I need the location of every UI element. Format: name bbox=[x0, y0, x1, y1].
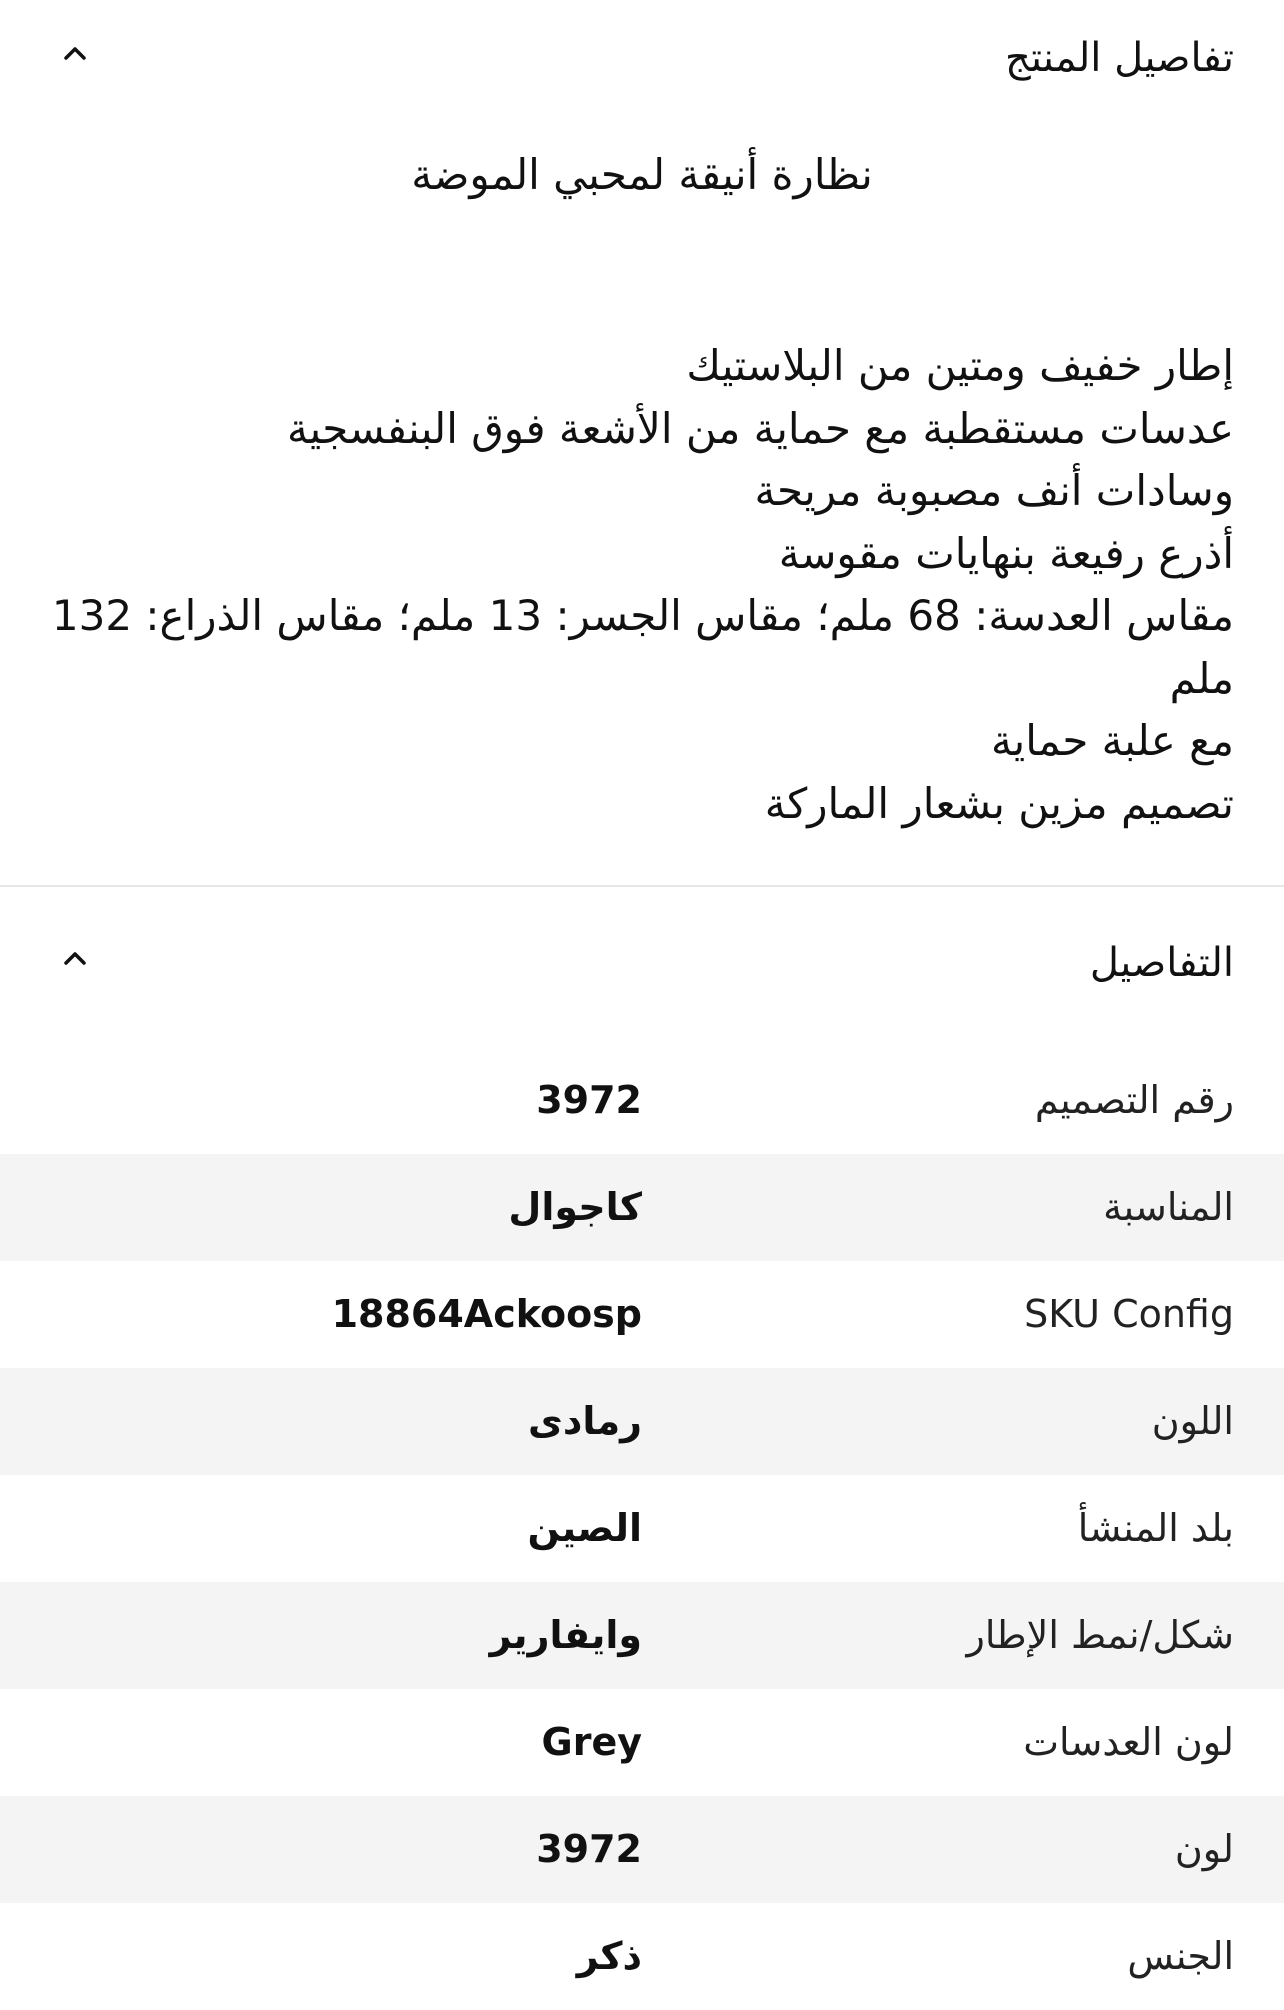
description-line: مقاس العدسة: 68 ملم؛ مقاس الجسر: 13 ملم؛ مقاس الذراع: 132 ملم bbox=[51, 591, 1234, 703]
description-line: مع علبة حماية bbox=[991, 716, 1234, 765]
product-details-header[interactable] bbox=[0, 0, 1284, 100]
table-row bbox=[0, 1796, 1284, 1903]
table-row bbox=[0, 1582, 1284, 1689]
description-line: تصميم مزين بشعار الماركة bbox=[764, 778, 1234, 828]
row-value: كاجوال bbox=[508, 1185, 642, 1229]
details-header[interactable] bbox=[0, 905, 1284, 1005]
row-label: اللون bbox=[1151, 1399, 1234, 1443]
row-value: Grey bbox=[541, 1720, 642, 1764]
row-value: 18864Ackoosp bbox=[331, 1292, 642, 1336]
table-row bbox=[0, 1368, 1284, 1475]
product-details-title: تفاصيل المنتج bbox=[1005, 35, 1234, 81]
row-value: رمادى bbox=[528, 1399, 642, 1443]
row-label: شكل/نمط الإطار bbox=[966, 1613, 1234, 1657]
row-label: المناسبة bbox=[1103, 1185, 1234, 1229]
row-value: ذكر bbox=[576, 1934, 642, 1978]
table-row bbox=[0, 1154, 1284, 1261]
table-row bbox=[0, 1047, 1284, 1154]
row-label: SKU Config bbox=[1024, 1292, 1234, 1336]
description-line: إطار خفيف ومتين من البلاستيك bbox=[686, 341, 1234, 390]
row-label: رقم التصميم bbox=[1034, 1078, 1234, 1122]
product-description bbox=[50, 335, 1234, 835]
description-line: أذرع رفيعة بنهايات مقوسة bbox=[778, 528, 1234, 578]
row-label: الجنس bbox=[1127, 1934, 1234, 1978]
table-row bbox=[0, 1475, 1284, 1582]
row-value: 3972 bbox=[536, 1827, 642, 1871]
table-row bbox=[0, 1903, 1284, 2010]
row-value: 3972 bbox=[536, 1078, 642, 1122]
table-row bbox=[0, 1689, 1284, 1796]
description-line: عدسات مستقطبة مع حماية من الأشعة فوق البنفسجية bbox=[287, 403, 1234, 453]
row-label: لون العدسات bbox=[1023, 1720, 1234, 1764]
row-label: بلد المنشأ bbox=[1077, 1506, 1234, 1550]
chevron-up-icon[interactable] bbox=[62, 40, 88, 66]
details-title: التفاصيل bbox=[1089, 940, 1234, 986]
section-divider bbox=[0, 885, 1284, 887]
row-label: لون bbox=[1174, 1827, 1234, 1871]
table-row bbox=[0, 1261, 1284, 1368]
chevron-up-icon[interactable] bbox=[62, 945, 88, 971]
product-headline: نظارة أنيقة لمحبي الموضة bbox=[411, 150, 873, 199]
row-value: وايفارير bbox=[489, 1613, 642, 1657]
details-table bbox=[0, 1047, 1284, 2010]
description-line: وسادات أنف مصبوبة مريحة bbox=[754, 466, 1234, 515]
row-value: الصين bbox=[527, 1506, 642, 1550]
